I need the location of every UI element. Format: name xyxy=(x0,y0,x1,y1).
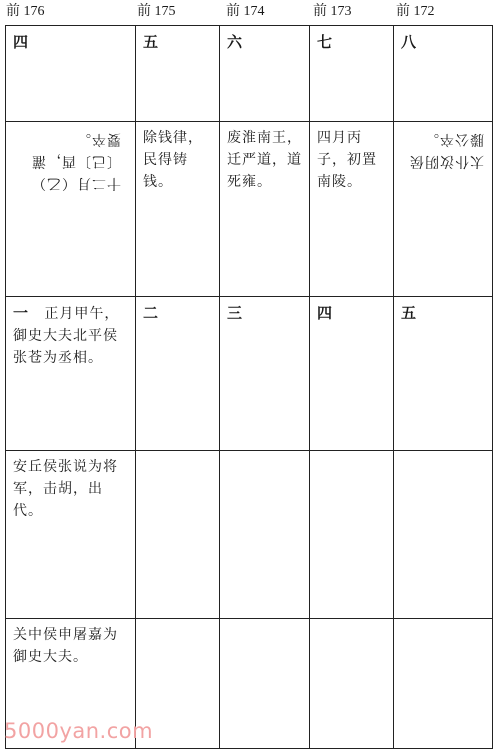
chronology-table xyxy=(5,25,493,749)
event-text-rotated: 太仆汝阴侯滕公卒。 xyxy=(409,131,484,169)
event-text: 正月甲午，御史大夫北平侯张苍为丞相。 xyxy=(13,306,120,366)
table-cell xyxy=(310,122,394,297)
reign-year: 五 xyxy=(143,33,159,51)
table-cell xyxy=(394,26,493,122)
table-cell xyxy=(394,297,493,451)
event-text-rotated: 十二月（乙）〔己〕酉，灌婴卒。 xyxy=(31,131,121,191)
table-cell xyxy=(310,451,394,619)
table-cell xyxy=(136,451,220,619)
table-cell xyxy=(136,122,220,297)
reign-year: 八 xyxy=(401,33,417,51)
chancellor-year: 一 xyxy=(13,304,29,322)
chancellor-year: 四 xyxy=(317,304,333,322)
table-cell xyxy=(6,297,136,451)
site-watermark: 5000yan.com xyxy=(4,719,154,743)
event-text: 关中侯申屠嘉为御史大夫。 xyxy=(13,627,118,665)
table-cell xyxy=(394,122,493,297)
table-cell xyxy=(136,26,220,122)
year-label: 前 172 xyxy=(396,4,435,19)
year-label: 前 174 xyxy=(226,4,265,19)
table-cell xyxy=(394,451,493,619)
table-cell xyxy=(6,451,136,619)
event-text: 废淮南王，迁严道，道死雍。 xyxy=(227,130,302,190)
table-cell xyxy=(310,26,394,122)
table-cell xyxy=(220,122,310,297)
chancellor-year: 三 xyxy=(227,304,243,322)
table-cell xyxy=(6,26,136,122)
table-cell xyxy=(220,451,310,619)
table-row xyxy=(6,451,493,619)
reign-year: 七 xyxy=(317,33,333,51)
event-text: 安丘侯张说为将军，击胡，出代。 xyxy=(13,459,118,519)
reign-year: 四 xyxy=(13,33,29,51)
table-row xyxy=(6,297,493,451)
event-text: 四月丙子，初置南陵。 xyxy=(317,130,377,190)
chancellor-year: 五 xyxy=(401,304,417,322)
table-cell xyxy=(220,619,310,749)
table-cell xyxy=(310,297,394,451)
chancellor-year: 二 xyxy=(143,304,159,322)
table-row xyxy=(6,26,493,122)
table-cell xyxy=(220,297,310,451)
table-cell xyxy=(310,619,394,749)
event-text: 除钱律，民得铸钱。 xyxy=(143,130,203,190)
table-cell xyxy=(394,619,493,749)
table-cell xyxy=(220,26,310,122)
table-cell xyxy=(6,122,136,297)
year-label: 前 173 xyxy=(313,4,352,19)
table-row xyxy=(6,122,493,297)
table-cell xyxy=(136,297,220,451)
year-label: 前 175 xyxy=(137,4,176,19)
reign-year: 六 xyxy=(227,33,243,51)
year-label: 前 176 xyxy=(6,4,45,19)
